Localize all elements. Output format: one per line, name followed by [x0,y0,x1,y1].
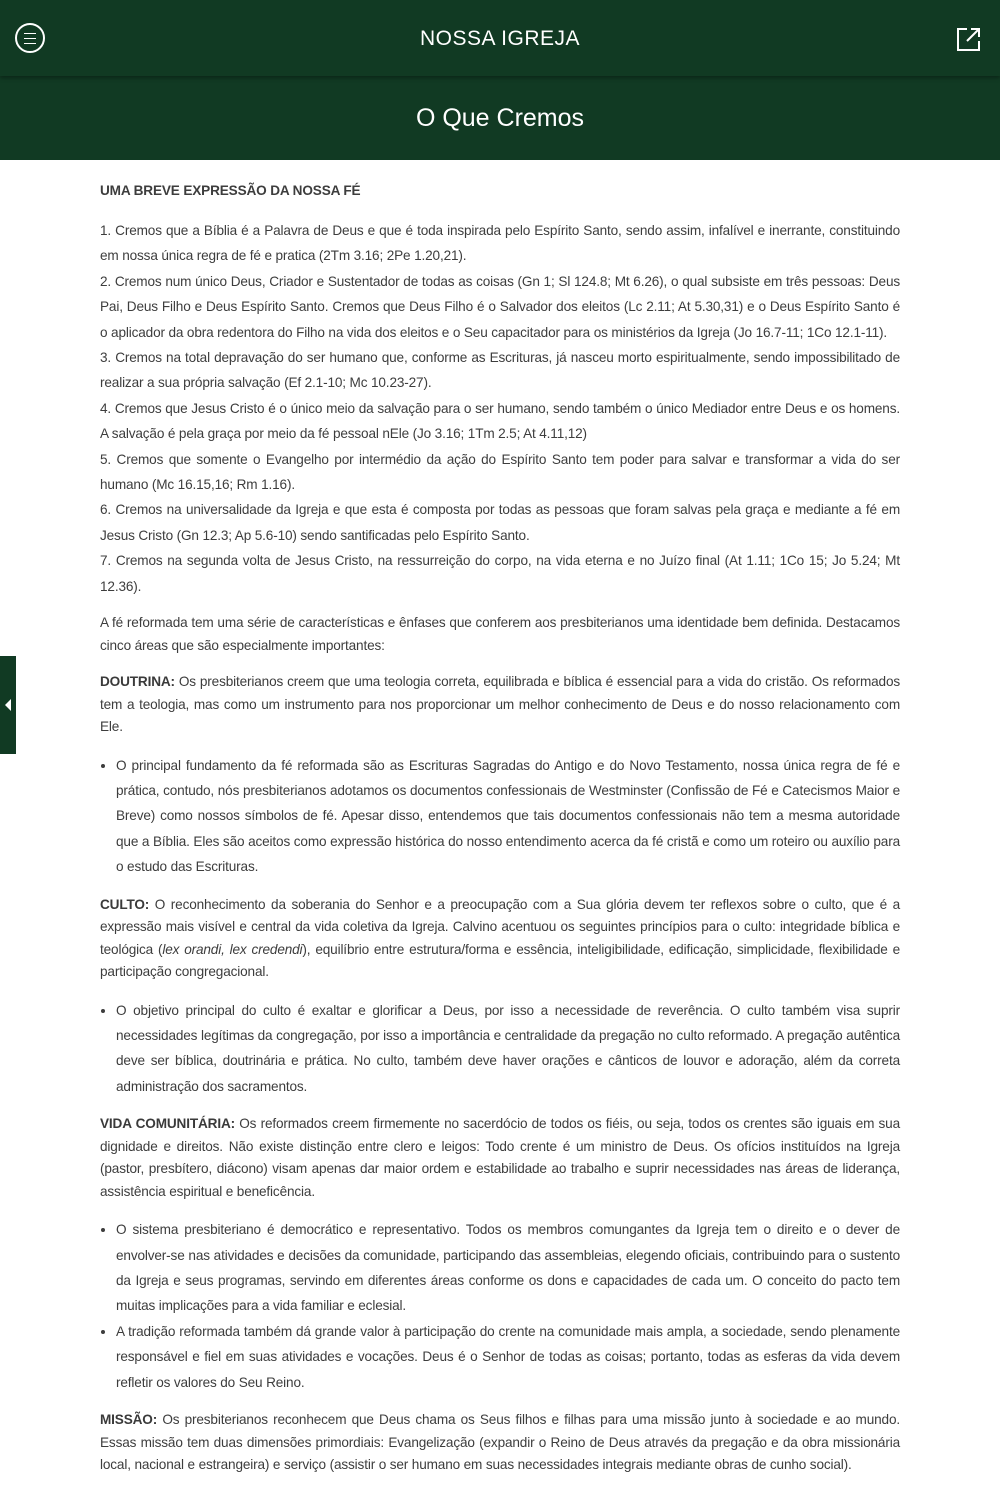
doutrina-label: DOUTRINA: [100,674,175,690]
missao-text: Os presbiterianos reconhecem que Deus chama os Seus filhos e filhas para uma missão junto à sociedade e ao mundo. Essas missão tem duas dimensões primordiais: Evangelização (expandir o Reino de Deus através da pregação e da obra missionária local, nacional e estrangeira) e serviço (assistir o ser humano em suas necessidades integrais mediante obras de cunho social). [100,1412,900,1473]
list-item: • A tradição reformada também dá grande valor à participação do crente na comunidade mais ampla, a sociedade, sendo plenamente responsável e fiel em suas atividades e vocações. Deus é o Senhor de todas as coisas; portanto, todas as esferas da vida devem refletir os valores do Seu Reino. [116,1319,900,1395]
vida-bullets [100,1217,900,1395]
open-external-icon[interactable] [956,27,981,52]
app-title: NOSSA IGREJA [419,27,581,50]
main-content [100,178,900,1491]
creed-item: 7. Cremos na segunda volta de Jesus Cristo, na ressurreição do corpo, na vida eterna e no Juízo final (At 1.11; 1Co 15; Jo 5.24; Mt 12.36). [100,553,900,594]
creed-item: 6. Cremos na universalidade da Igreja e que esta é composta por todas as pessoas que foram salvas pela graça e mediante a fé em Jesus Cristo (Gn 12.3; Ap 5.6-10) sendo santificadas pelo Espírito Santo. [100,502,900,543]
culto-italic: lex orandi, lex credendi [162,941,303,957]
culto-text-before: O reconhecimento da soberania do Senhor e a preocupação com a Sua glória devem ter reflexos sobre o culto, que é a expressão mais visível e central da vida coletiva da Igreja. Calvino acentuou os seguintes princípios para o culto: integridade bíblica e teológica ( [100,896,900,957]
page-hero [0,76,1000,160]
side-drawer-tab[interactable] [0,656,16,754]
page-title: O Que Cremos [415,104,585,132]
culto-label: CULTO: [100,896,150,912]
creed-item: 2. Cremos num único Deus, Criador e Sustentador de todas as coisas (Gn 1; Sl 124.8; Mt 6.26), o qual subsiste em três pessoas: Deus Pai, Deus Filho e Deus Espírito Santo. Cremos que Deus Filho é o Salvador dos eleitos (Lc 2.11; At 5.30,31) e o Deus Espírito Santo é o aplicador da obra redentora do Filho na vida dos eleitos e o Seu capacitador para os ministérios da Igreja (Jo 16.7-11; 1Co 12.1-11). [100,273,900,340]
vida-label: VIDA COMUNITÁRIA: [100,1116,236,1132]
creed-item: 1. Cremos que a Bíblia é a Palavra de Deus e que é toda inspirada pelo Espírito Santo, sendo assim, infalível e inerrante, constituindo em nossa única regra de fé e pratica (2Tm 3.16; 2Pe 1.20,21). [100,223,900,264]
creed-item: 5. Cremos que somente o Evangelho por intermédio da ação do Espírito Santo tem poder para salvar e transformar a vida do ser humano (Mc 16.15,16; Rm 1.16). [100,451,900,493]
top-app-bar [0,0,1000,76]
section-heading: UMA BREVE EXPRESSÃO DA NOSSA FÉ [100,183,361,198]
doutrina-paragraph [100,671,900,739]
creeds-list [100,218,900,599]
missao-label: MISSÃO: [100,1412,158,1428]
doutrina-text: Os presbiterianos creem que uma teologia correta, equilibrada e bíblica é essencial para a vida do cristão. Os reformados tem a teologia, mas como um instrumento para nos proporcionar um melhor conhecimento de Deus e do nosso relacionamento com Ele. [100,674,900,735]
list-item: • O principal fundamento da fé reformada são as Escrituras Sagradas do Antigo e do Novo Testamento, nossa única regra de fé e prática, contudo, nós presbiterianos adotamos os documentos confessionais de Westminster (Confissão de Fé e Catecismos Maior e Breve) como nossos símbolos de fé. Apesar disso, entendemos que tais documentos confessionais não tem a mesma autoridade que a Bíblia. Eles são aceitos como expressão histórica do nosso entendimento acerca da fé cristã e como um roteiro ou auxílio para o estudo das Escrituras. [116,753,900,880]
culto-text-after: ), equilíbrio entre estrutura/forma e essência, inteligibilidade, edificação, simplicidade, flexibilidade e participação congregacional. [100,941,900,980]
list-item: • O objetivo principal do culto é exaltar e glorificar a Deus, por isso a necessidade de reverência. O culto também visa suprir necessidades legítimas da congregação, por isso a importância e centralidade da pregação no culto reformado. A pregação autêntica deve ser bíblica, doutrinária e prática. No culto, também deve haver orações e cânticos de louvor e adoração, além da correta administração dos sacramentos. [116,998,900,1100]
culto-bullets [100,998,900,1100]
intro-paragraph: A fé reformada tem uma série de características e ênfases que conferem aos presbiterianos uma identidade bem definida. Destacamos cinco áreas que são especialmente importantes: [100,615,900,653]
missao-paragraph [100,1409,900,1477]
doutrina-bullets [100,753,900,880]
list-item: • O sistema presbiteriano é democrático e representativo. Todos os membros comungantes da Igreja tem o direito e o dever de envolver-se nas atividades e decisões da comunidade, participando das assembleias, elegendo oficiais, contribuindo para o sustento da Igreja e seus programas, servindo em diferentes áreas conforme os dons e capacidades de cada um. O conceito do pacto tem muitas implicações para a vida familiar e eclesial. [116,1217,900,1319]
creed-item: 3. Cremos na total depravação do ser humano que, conforme as Escrituras, já nasceu morto espiritualmente, sendo impossibilitado de realizar a sua própria salvação (Ef 2.1-10; Mc 10.23-27). [100,350,900,391]
creed-item: 4. Cremos que Jesus Cristo é o único meio da salvação para o ser humano, sendo também o único Mediador entre Deus e os homens. A salvação é pela graça por meio da fé pessoal nEle (Jo 3.16; 1Tm 2.5; At 4.11,12) [100,400,900,442]
culto-paragraph [100,894,900,984]
vida-text: Os reformados creem firmemente no sacerdócio de todos os fiéis, ou seja, todos os crentes são iguais em sua dignidade e direitos. Não existe distinção entre clero e leigos: Todo crente é um ministro de Deus. Os ofícios instituídos na Igreja (pastor, presbítero, diácono) visam apenas dar maior ordem e estabilidade ao trabalho e suprir necessidades nas áreas de liderança, assistência espiritual e beneficência. [100,1116,900,1199]
vida-paragraph [100,1113,900,1203]
chevron-left-icon [5,699,11,711]
